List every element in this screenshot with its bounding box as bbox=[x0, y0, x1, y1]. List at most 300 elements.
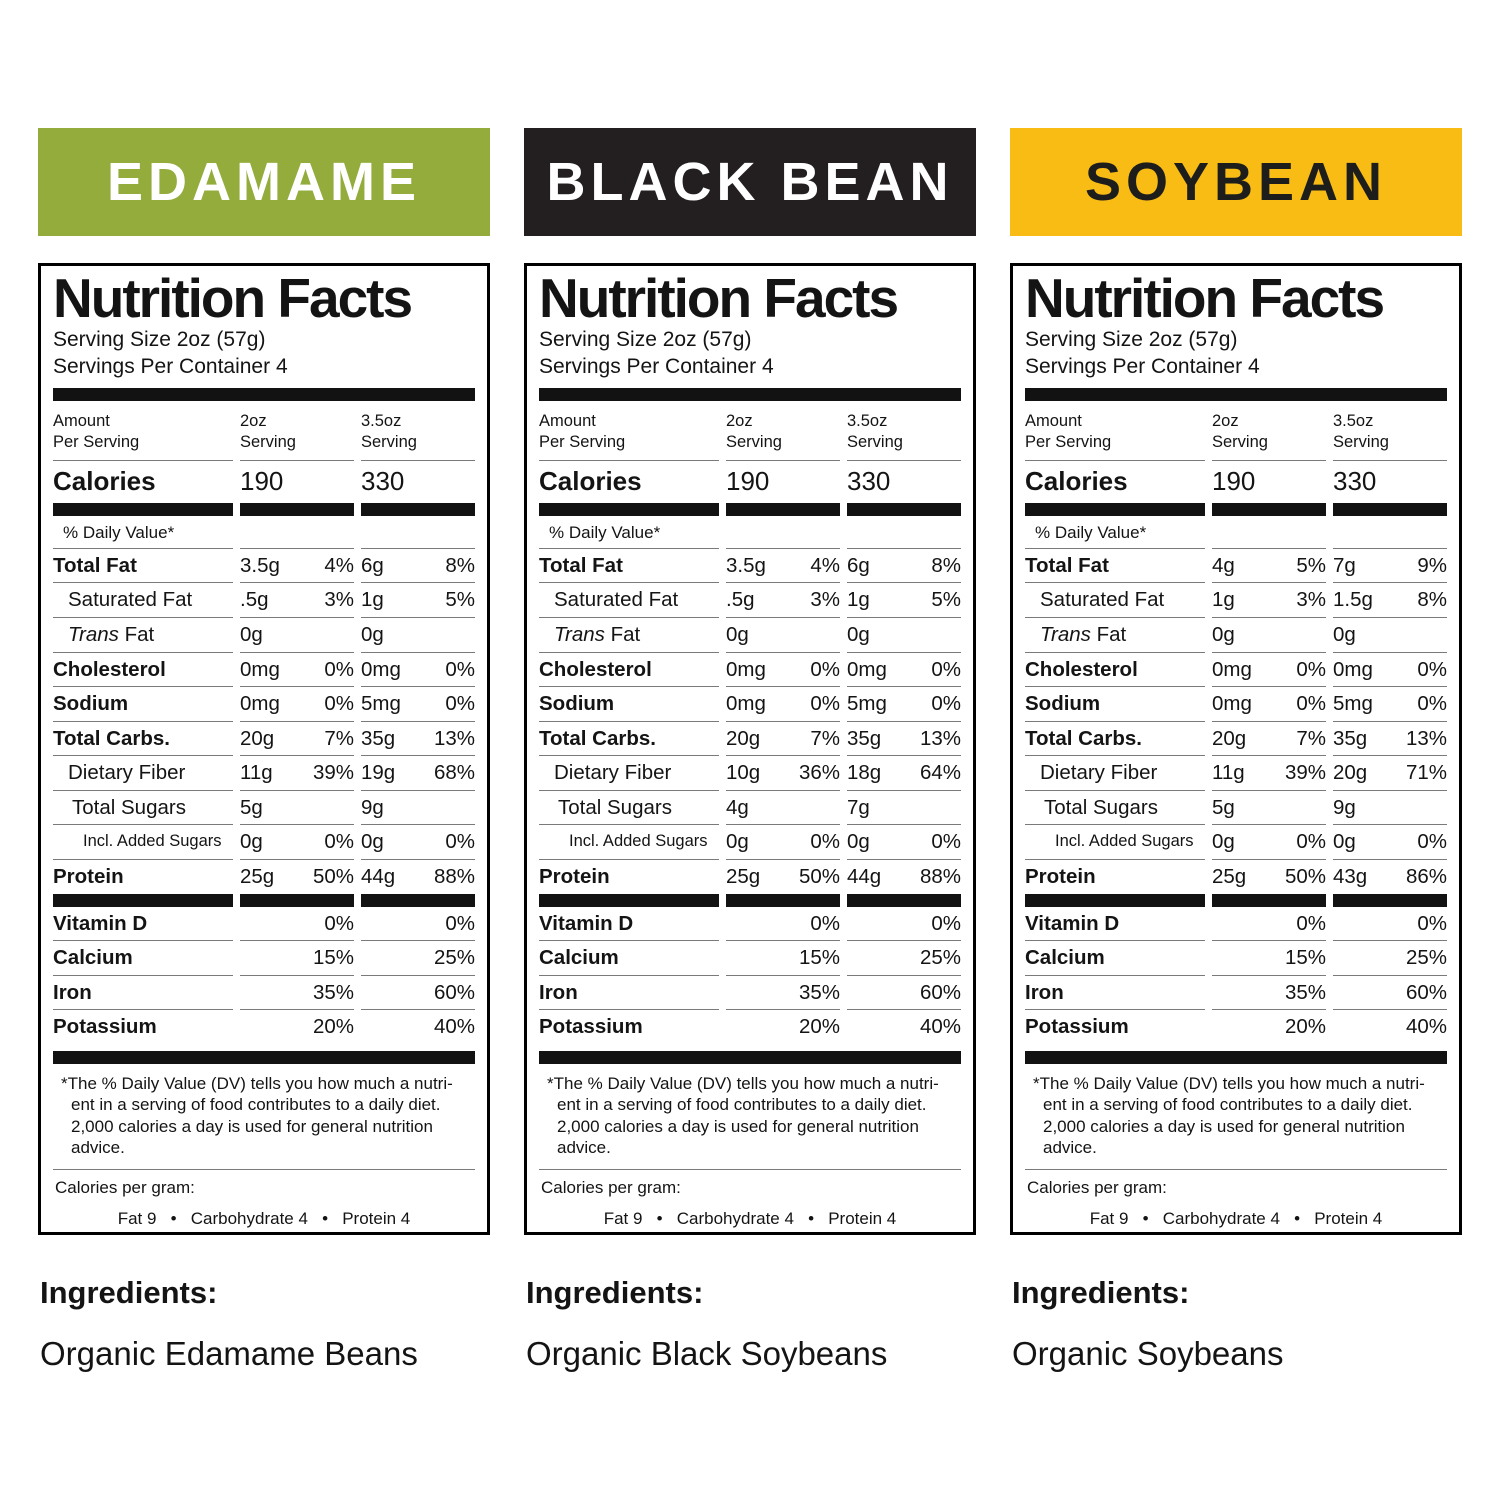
nutrient-name: Incl. Added Sugars bbox=[53, 825, 233, 860]
divider-bar-segmented bbox=[539, 503, 961, 516]
percent-2oz: 3% bbox=[1296, 588, 1326, 612]
percent-3-5oz: 0% bbox=[931, 830, 961, 854]
serving-2oz-cell bbox=[240, 756, 354, 791]
amount-2oz: 0g bbox=[240, 622, 263, 646]
servings-per-container-line: Servings Per Container 4 bbox=[53, 355, 288, 379]
vitamin-row bbox=[53, 941, 475, 976]
nutrient-row bbox=[53, 860, 475, 894]
nutrient-name: Total Carbs. bbox=[53, 722, 233, 757]
nutrient-row bbox=[53, 791, 475, 826]
amount-2oz: 20g bbox=[1212, 726, 1247, 750]
percent-2oz: 39% bbox=[312, 761, 354, 785]
nutrition-facts-title: Nutrition Facts bbox=[1025, 267, 1384, 329]
nutrient-row bbox=[539, 618, 961, 653]
serving-size-line: Serving Size 2oz (57g) bbox=[539, 328, 752, 352]
nutrient-name: Total Fat bbox=[1025, 549, 1205, 584]
vitamin-percent-3-5oz: 60% bbox=[1333, 976, 1447, 1011]
percent-2oz: 39% bbox=[1284, 761, 1326, 785]
vitamin-name: Potassium bbox=[53, 1015, 157, 1039]
serving-3-5oz-cell bbox=[847, 653, 961, 688]
serving-2oz-cell bbox=[240, 825, 354, 860]
amount-3-5oz: 1g bbox=[361, 588, 384, 612]
footnote bbox=[53, 1064, 475, 1170]
calories-per-gram-values: Fat 9 • Carbohydrate 4 • Protein 4 bbox=[1089, 1208, 1383, 1228]
amount-2oz: 25g bbox=[240, 865, 275, 889]
nutrient-name: Protein bbox=[53, 865, 124, 889]
amount-3-5oz: 35g bbox=[847, 726, 882, 750]
vitamin-percent-3-5oz: 40% bbox=[919, 1015, 961, 1039]
nutrient-name: Protein bbox=[539, 865, 610, 889]
nutrient-name: Total Sugars bbox=[539, 791, 719, 826]
calories-row bbox=[1025, 461, 1447, 503]
daily-value-spacer bbox=[240, 516, 354, 549]
serving-3-5oz-cell bbox=[1333, 618, 1447, 653]
nutrient-name: Saturated Fat bbox=[1025, 583, 1205, 618]
footnote bbox=[539, 1064, 961, 1170]
column-header-amount-line-1: Amount bbox=[53, 411, 110, 430]
amount-3-5oz: 6g bbox=[361, 553, 384, 577]
column-header-amount-line-2: Per Serving bbox=[53, 433, 140, 452]
footnote-line: advice. bbox=[1043, 1138, 1097, 1158]
percent-3-5oz: 71% bbox=[1405, 761, 1447, 785]
nutrient-row bbox=[1025, 549, 1447, 584]
nutrient-name: Saturated Fat bbox=[539, 583, 719, 618]
divider-bar-segment bbox=[1025, 503, 1205, 516]
nutrient-row bbox=[539, 722, 961, 757]
percent-3-5oz: 5% bbox=[931, 588, 961, 612]
daily-value-heading-row bbox=[53, 516, 475, 549]
amount-2oz: 10g bbox=[726, 761, 761, 785]
vitamin-row bbox=[1025, 1010, 1447, 1044]
column-header-amount-line-1: Amount bbox=[539, 411, 596, 430]
serving-2oz-cell bbox=[726, 722, 840, 757]
footnote-line: advice. bbox=[71, 1138, 125, 1158]
amount-3-5oz: 0mg bbox=[361, 657, 401, 681]
serving-2oz-cell bbox=[1212, 583, 1326, 618]
footnote-line: ent in a serving of food contributes to a daily diet. bbox=[71, 1095, 441, 1115]
nutrition-facts-label bbox=[524, 263, 976, 1235]
nutrient-name: Total Carbs. bbox=[1025, 722, 1205, 757]
footnote-line: 2,000 calories a day is used for general nutrition bbox=[557, 1116, 919, 1136]
amount-2oz: 0g bbox=[726, 830, 749, 854]
amount-2oz: 0g bbox=[240, 830, 263, 854]
serving-3-5oz-cell bbox=[847, 756, 961, 791]
footnote-line: 2,000 calories a day is used for general nutrition bbox=[1043, 1116, 1405, 1136]
percent-2oz: 7% bbox=[1296, 726, 1326, 750]
divider-bar bbox=[1025, 1051, 1447, 1064]
serving-3-5oz-cell bbox=[361, 860, 475, 894]
nutrient-name: Saturated Fat bbox=[53, 583, 233, 618]
percent-3-5oz: 0% bbox=[1417, 657, 1447, 681]
serving-3-5oz-cell bbox=[847, 687, 961, 722]
percent-2oz: 0% bbox=[810, 692, 840, 716]
vitamin-name: Calcium bbox=[1025, 941, 1205, 976]
amount-3-5oz: 0g bbox=[1333, 622, 1356, 646]
nutrient-row bbox=[539, 860, 961, 894]
calories-2oz-value: 190 bbox=[726, 465, 770, 496]
footnote-line: *The % Daily Value (DV) tells you how much a nutri- bbox=[1033, 1074, 1425, 1094]
daily-value-spacer bbox=[847, 516, 961, 549]
daily-value-heading: % Daily Value* bbox=[1025, 516, 1205, 549]
divider-bar-segment bbox=[1333, 894, 1447, 907]
calories-3-5oz-value: 330 bbox=[361, 465, 405, 496]
amount-2oz: 0mg bbox=[726, 692, 766, 716]
percent-2oz: 0% bbox=[324, 830, 354, 854]
column-header-amount-line-1: Amount bbox=[1025, 411, 1082, 430]
column-header-2oz-line-1: 2oz bbox=[726, 411, 753, 430]
amount-2oz: 0g bbox=[1212, 830, 1235, 854]
serving-3-5oz-cell bbox=[361, 687, 475, 722]
amount-2oz: 3.5g bbox=[726, 553, 766, 577]
column-header-2oz-line-2: Serving bbox=[1212, 433, 1268, 452]
serving-2oz-cell bbox=[726, 618, 840, 653]
nutrient-name-rest: Fat bbox=[604, 622, 641, 646]
amount-3-5oz: 1g bbox=[847, 588, 870, 612]
column-header-3-5oz-line-1: 3.5oz bbox=[847, 411, 888, 430]
vitamin-name: Vitamin D bbox=[53, 907, 233, 942]
percent-2oz: 0% bbox=[1296, 657, 1326, 681]
amount-2oz: 5g bbox=[1212, 795, 1235, 819]
amount-2oz: 11g bbox=[1212, 761, 1245, 785]
percent-2oz: 0% bbox=[810, 830, 840, 854]
column-header-amount bbox=[539, 411, 719, 461]
footnote-line: ent in a serving of food contributes to a daily diet. bbox=[557, 1095, 927, 1115]
percent-3-5oz: 64% bbox=[919, 761, 961, 785]
vitamin-percent-2oz: 20% bbox=[798, 1015, 840, 1039]
vitamin-percent-2oz: 15% bbox=[240, 941, 354, 976]
nutrient-row bbox=[53, 653, 475, 688]
percent-2oz: 0% bbox=[810, 657, 840, 681]
amount-3-5oz: 0g bbox=[361, 622, 384, 646]
percent-3-5oz: 68% bbox=[433, 761, 475, 785]
vitamin-row bbox=[53, 1010, 475, 1044]
serving-3-5oz-cell bbox=[847, 722, 961, 757]
amount-2oz: 5g bbox=[240, 795, 263, 819]
nutrient-name-italic-part: Trans bbox=[68, 622, 119, 646]
column-header-3-5oz-line-1: 3.5oz bbox=[1333, 411, 1374, 430]
percent-3-5oz: 13% bbox=[1405, 726, 1447, 750]
vitamin-row bbox=[539, 1010, 961, 1044]
divider-bar-segment bbox=[726, 894, 840, 907]
footnote-line: *The % Daily Value (DV) tells you how much a nutri- bbox=[61, 1074, 453, 1094]
serving-3-5oz-cell bbox=[1333, 549, 1447, 584]
amount-2oz: 0g bbox=[1212, 622, 1235, 646]
amount-3-5oz: 9g bbox=[1333, 795, 1356, 819]
column-header-row bbox=[53, 401, 475, 461]
divider-bar-segment bbox=[361, 503, 475, 516]
divider-bar-segment bbox=[1333, 503, 1447, 516]
amount-3-5oz: 9g bbox=[361, 795, 384, 819]
panel-black-bean bbox=[524, 128, 976, 1373]
percent-3-5oz: 8% bbox=[445, 553, 475, 577]
nutrient-name-italic-part: Trans bbox=[1040, 622, 1091, 646]
serving-2oz-cell bbox=[240, 549, 354, 584]
nutrient-row bbox=[539, 791, 961, 826]
column-header-row bbox=[539, 401, 961, 461]
servings-per-container-line: Servings Per Container 4 bbox=[539, 355, 774, 379]
nutrition-facts-title: Nutrition Facts bbox=[539, 267, 898, 329]
divider-bar bbox=[53, 388, 475, 401]
serving-2oz-cell bbox=[1212, 825, 1326, 860]
vitamin-row bbox=[1025, 976, 1447, 1011]
nutrient-name: Total Fat bbox=[53, 549, 233, 584]
divider-bar-segmented bbox=[539, 894, 961, 907]
vitamin-percent-2oz: 20% bbox=[312, 1015, 354, 1039]
percent-2oz: 4% bbox=[324, 553, 354, 577]
nutrition-facts-title: Nutrition Facts bbox=[53, 267, 412, 329]
percent-2oz: 50% bbox=[1284, 865, 1326, 889]
percent-3-5oz: 8% bbox=[931, 553, 961, 577]
nutrient-name: Dietary Fiber bbox=[539, 756, 719, 791]
calories-row bbox=[53, 461, 475, 503]
nutrient-row bbox=[1025, 618, 1447, 653]
amount-2oz: 0g bbox=[726, 622, 749, 646]
daily-value-heading-row bbox=[539, 516, 961, 549]
percent-2oz: 0% bbox=[324, 692, 354, 716]
serving-2oz-cell bbox=[240, 583, 354, 618]
serving-3-5oz-cell bbox=[847, 618, 961, 653]
calories-per-gram-label: Calories per gram: bbox=[541, 1177, 681, 1197]
nutrient-row bbox=[53, 722, 475, 757]
amount-2oz: 3.5g bbox=[240, 553, 280, 577]
amount-2oz: 0mg bbox=[726, 657, 766, 681]
footnote-line: advice. bbox=[557, 1138, 611, 1158]
amount-2oz: 0mg bbox=[240, 657, 280, 681]
column-header-3-5oz-line-2: Serving bbox=[361, 433, 417, 452]
column-header-3-5oz-line-1: 3.5oz bbox=[361, 411, 402, 430]
nutrient-row bbox=[53, 825, 475, 860]
column-header-2oz-line-1: 2oz bbox=[1212, 411, 1239, 430]
footnote-line: ent in a serving of food contributes to a daily diet. bbox=[1043, 1095, 1413, 1115]
serving-2oz-cell bbox=[726, 583, 840, 618]
amount-3-5oz: 0g bbox=[847, 622, 870, 646]
calories-per-gram-values: Fat 9 • Carbohydrate 4 • Protein 4 bbox=[117, 1208, 411, 1228]
percent-2oz: 50% bbox=[312, 865, 354, 889]
amount-2oz: 0mg bbox=[1212, 657, 1252, 681]
nutrient-row bbox=[53, 687, 475, 722]
serving-3-5oz-cell bbox=[361, 549, 475, 584]
column-header-2oz bbox=[1212, 411, 1326, 461]
vitamin-name: Iron bbox=[1025, 976, 1205, 1011]
nutrient-name: Cholesterol bbox=[1025, 653, 1205, 688]
amount-2oz: 0mg bbox=[240, 692, 280, 716]
percent-3-5oz: 13% bbox=[433, 726, 475, 750]
product-header-soybean: SOYBEAN bbox=[1010, 128, 1462, 236]
serving-2oz-cell bbox=[726, 687, 840, 722]
percent-2oz: 7% bbox=[324, 726, 354, 750]
calories-per-gram-label: Calories per gram: bbox=[55, 1177, 195, 1197]
divider-bar-segment bbox=[1212, 894, 1326, 907]
serving-2oz-cell bbox=[726, 653, 840, 688]
serving-2oz-cell bbox=[1212, 618, 1326, 653]
serving-2oz-cell bbox=[240, 687, 354, 722]
amount-3-5oz: 18g bbox=[847, 761, 882, 785]
calories-2oz-value: 190 bbox=[1212, 465, 1256, 496]
vitamin-name: Vitamin D bbox=[1025, 907, 1205, 942]
amount-3-5oz: 5mg bbox=[361, 692, 401, 716]
serving-2oz-cell bbox=[1212, 756, 1326, 791]
vitamin-percent-3-5oz: 25% bbox=[361, 941, 475, 976]
percent-2oz: 4% bbox=[810, 553, 840, 577]
nutrient-row bbox=[53, 756, 475, 791]
serving-3-5oz-cell bbox=[361, 791, 475, 826]
serving-3-5oz-cell bbox=[361, 722, 475, 757]
daily-value-spacer bbox=[361, 516, 475, 549]
amount-3-5oz: 20g bbox=[1333, 761, 1368, 785]
serving-2oz-cell bbox=[726, 756, 840, 791]
nutrient-row bbox=[1025, 756, 1447, 791]
nutrient-name: Incl. Added Sugars bbox=[1025, 825, 1205, 860]
nutrient-name: Total Fat bbox=[539, 549, 719, 584]
percent-3-5oz: 5% bbox=[445, 588, 475, 612]
vitamin-percent-2oz: 35% bbox=[1212, 976, 1326, 1011]
nutrient-row bbox=[1025, 791, 1447, 826]
vitamin-percent-3-5oz: 0% bbox=[847, 907, 961, 942]
serving-3-5oz-cell bbox=[847, 583, 961, 618]
serving-2oz-cell bbox=[240, 722, 354, 757]
serving-2oz-cell bbox=[240, 791, 354, 826]
column-header-2oz bbox=[726, 411, 840, 461]
percent-2oz: 5% bbox=[1296, 553, 1326, 577]
nutrient-name: Incl. Added Sugars bbox=[539, 825, 719, 860]
nutrient-row bbox=[539, 687, 961, 722]
nutrient-name-rest: Fat bbox=[1090, 622, 1127, 646]
percent-2oz: 7% bbox=[810, 726, 840, 750]
nutrient-row bbox=[539, 653, 961, 688]
percent-3-5oz: 86% bbox=[1405, 865, 1447, 889]
nutrient-row bbox=[539, 583, 961, 618]
percent-3-5oz: 0% bbox=[445, 830, 475, 854]
serving-2oz-cell bbox=[726, 825, 840, 860]
serving-3-5oz-cell bbox=[1333, 653, 1447, 688]
column-header-2oz-line-2: Serving bbox=[240, 433, 296, 452]
percent-3-5oz: 0% bbox=[445, 692, 475, 716]
serving-2oz-cell bbox=[1212, 791, 1326, 826]
nutrient-row bbox=[539, 549, 961, 584]
vitamin-percent-3-5oz: 60% bbox=[847, 976, 961, 1011]
column-header-amount bbox=[1025, 411, 1205, 461]
vitamin-percent-3-5oz: 0% bbox=[361, 907, 475, 942]
divider-bar-segmented bbox=[53, 894, 475, 907]
serving-2oz-cell bbox=[726, 791, 840, 826]
amount-2oz: 4g bbox=[1212, 553, 1235, 577]
amount-3-5oz: 0g bbox=[1333, 830, 1356, 854]
daily-value-spacer bbox=[726, 516, 840, 549]
amount-3-5oz: 7g bbox=[847, 795, 870, 819]
footnote-line: 2,000 calories a day is used for general nutrition bbox=[71, 1116, 433, 1136]
amount-2oz: 11g bbox=[240, 761, 273, 785]
nutrient-name: Sodium bbox=[1025, 687, 1205, 722]
divider-bar bbox=[539, 388, 961, 401]
serving-2oz-cell bbox=[240, 860, 354, 894]
vitamin-percent-2oz: 0% bbox=[726, 907, 840, 942]
serving-3-5oz-cell bbox=[847, 791, 961, 826]
divider-bar-segment bbox=[1025, 894, 1205, 907]
calories-3-5oz-value: 330 bbox=[847, 465, 891, 496]
nutrient-row bbox=[1025, 722, 1447, 757]
amount-3-5oz: 6g bbox=[847, 553, 870, 577]
ingredients-value: Organic Soybeans bbox=[1012, 1335, 1284, 1372]
serving-2oz-cell bbox=[1212, 687, 1326, 722]
nutrient-name: Sodium bbox=[53, 687, 233, 722]
nutrient-name: Dietary Fiber bbox=[53, 756, 233, 791]
nutrient-row bbox=[1025, 860, 1447, 894]
column-header-3-5oz-line-2: Serving bbox=[847, 433, 903, 452]
serving-3-5oz-cell bbox=[1333, 722, 1447, 757]
vitamin-percent-2oz: 35% bbox=[726, 976, 840, 1011]
vitamin-percent-2oz: 0% bbox=[1212, 907, 1326, 942]
percent-2oz: 0% bbox=[324, 657, 354, 681]
panel-edamame bbox=[38, 128, 490, 1373]
nutrient-row bbox=[53, 549, 475, 584]
vitamin-row bbox=[1025, 941, 1447, 976]
nutrient-name: Dietary Fiber bbox=[1025, 756, 1205, 791]
serving-3-5oz-cell bbox=[847, 825, 961, 860]
serving-3-5oz-cell bbox=[847, 549, 961, 584]
amount-2oz: 25g bbox=[1212, 865, 1247, 889]
column-header-3-5oz bbox=[847, 411, 961, 461]
amount-2oz: 4g bbox=[726, 795, 749, 819]
divider-bar-segment bbox=[847, 894, 961, 907]
ingredients-heading: Ingredients: bbox=[40, 1275, 218, 1310]
percent-3-5oz: 0% bbox=[931, 692, 961, 716]
calories-label: Calories bbox=[539, 465, 642, 496]
percent-3-5oz: 88% bbox=[919, 865, 961, 889]
vitamin-percent-2oz: 35% bbox=[240, 976, 354, 1011]
vitamin-row bbox=[53, 907, 475, 942]
nutrient-name: Cholesterol bbox=[539, 653, 719, 688]
percent-2oz: 0% bbox=[1296, 830, 1326, 854]
vitamin-percent-3-5oz: 25% bbox=[847, 941, 961, 976]
column-header-row bbox=[1025, 401, 1447, 461]
serving-3-5oz-cell bbox=[1333, 791, 1447, 826]
column-header-amount-line-2: Per Serving bbox=[539, 433, 626, 452]
amount-3-5oz: 0g bbox=[361, 830, 384, 854]
vitamin-percent-3-5oz: 40% bbox=[433, 1015, 475, 1039]
serving-3-5oz-cell bbox=[1333, 860, 1447, 894]
amount-3-5oz: 43g bbox=[1333, 865, 1368, 889]
ingredients-block bbox=[38, 1275, 490, 1373]
amount-3-5oz: 7g bbox=[1333, 553, 1356, 577]
nutrient-name: Cholesterol bbox=[53, 653, 233, 688]
calories-row bbox=[539, 461, 961, 503]
percent-3-5oz: 0% bbox=[1417, 692, 1447, 716]
serving-3-5oz-cell bbox=[1333, 583, 1447, 618]
servings-per-container-line: Servings Per Container 4 bbox=[1025, 355, 1260, 379]
vitamin-row bbox=[539, 976, 961, 1011]
percent-3-5oz: 0% bbox=[931, 657, 961, 681]
vitamin-percent-3-5oz: 0% bbox=[1333, 907, 1447, 942]
serving-3-5oz-cell bbox=[361, 618, 475, 653]
vitamin-name: Vitamin D bbox=[539, 907, 719, 942]
nutrient-name: Sodium bbox=[539, 687, 719, 722]
amount-2oz: .5g bbox=[726, 588, 755, 612]
vitamin-row bbox=[53, 976, 475, 1011]
amount-3-5oz: 5mg bbox=[1333, 692, 1373, 716]
product-header-black-bean: BLACK BEAN bbox=[524, 128, 976, 236]
product-header-edamame: EDAMAME bbox=[38, 128, 490, 236]
percent-2oz: 50% bbox=[798, 865, 840, 889]
nutrient-name: Total Carbs. bbox=[539, 722, 719, 757]
nutrient-name bbox=[1025, 618, 1205, 653]
column-header-3-5oz bbox=[361, 411, 475, 461]
ingredients-heading: Ingredients: bbox=[526, 1275, 704, 1310]
column-header-amount bbox=[53, 411, 233, 461]
divider-bar-segment bbox=[53, 503, 233, 516]
ingredients-heading: Ingredients: bbox=[1012, 1275, 1190, 1310]
percent-2oz: 3% bbox=[324, 588, 354, 612]
vitamin-row bbox=[1025, 907, 1447, 942]
